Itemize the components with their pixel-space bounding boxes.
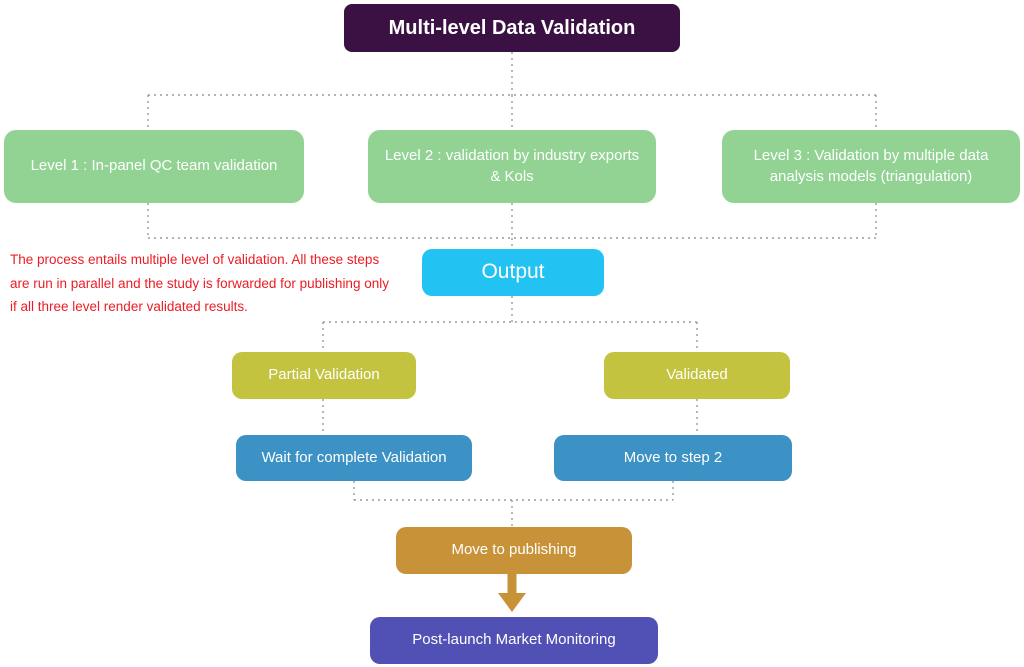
level-1-label: Level 1 : In-panel QC team validation [30,157,278,175]
diagram-title-label: Multi-level Data Validation [388,16,636,39]
post-launch-monitoring-node [370,617,658,664]
process-note [10,248,390,319]
move-to-publishing-label: Move to publishing [451,541,577,559]
partial-validation-label: Partial Validation [268,366,380,384]
validated-node [604,352,790,399]
diagram-title [344,4,680,52]
level-3-label: Level 3 : Validation by multiple data analysis models (triangulation) [753,147,989,185]
validated-label: Validated [666,366,728,384]
level-3-node [722,130,1020,203]
wait-for-validation-label: Wait for complete Validation [261,448,447,466]
level-2-node [368,130,656,203]
level-2-label: Level 2 : validation by industry exports & Kols [384,147,640,185]
wait-for-validation-node [236,435,472,481]
post-launch-monitoring-label: Post-launch Market Monitoring [412,631,616,649]
move-to-step-2-node [554,435,792,481]
process-note-text: The process entails multiple level of validation. All these steps are run in parallel and the study is forwarded for publishing only if all three level render validated results. [10,252,389,315]
move-to-publishing-node [396,527,632,574]
output-label: Output [481,260,545,284]
arrow-to-final [498,574,526,612]
output-node [422,249,604,296]
partial-validation-node [232,352,416,399]
move-to-step-2-label: Move to step 2 [623,448,723,466]
level-1-node [4,130,304,203]
